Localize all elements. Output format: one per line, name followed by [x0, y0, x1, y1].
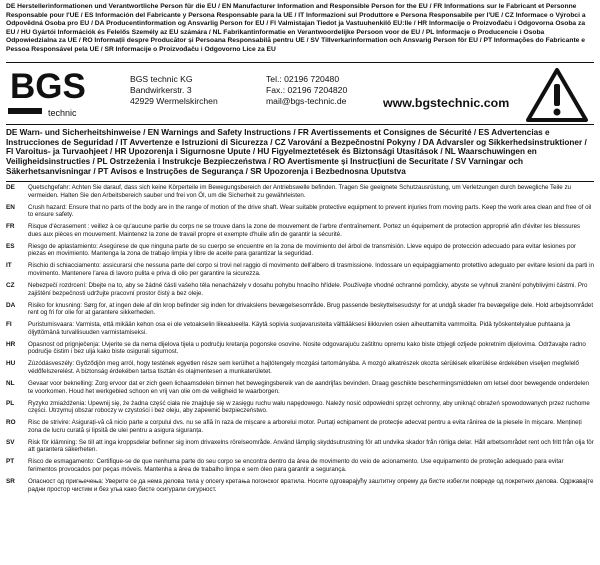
language-code: DE	[6, 184, 15, 191]
notice-sv	[6, 439, 594, 454]
notice-text: Risiko for knusning: Sørg for, at ingen dele af din krop befinder sig inden for drivakslens bevægelsesområde. Brug passende beskyttelsesudstyr for at undgå skader fra bevægelige dele. Hold arbejdsområdet rent og fri for olie for at garantere sikkerheden.	[28, 301, 594, 317]
notice-da	[6, 302, 594, 317]
language-code: DA	[6, 301, 16, 309]
divider	[6, 181, 594, 182]
language-code: FI	[6, 321, 12, 329]
company-name: BGS technic KG	[130, 74, 193, 84]
notice-text: Gevaar voor beknelling: Zorg ervoor dat er zich geen lichaamsdelen binnen het bewegingsbereik van de aandrijfas bevinden. Draag geschikte beschermingsmiddelen om letsel door bewegende onderdelen te voorkomen. Houd het werkgebied schoon en vrij van olie om de veiligheid te waarborgen.	[28, 379, 590, 395]
notice-cz	[6, 282, 594, 297]
notice-text: Zúzódásveszély: Győződjön meg arról, hogy testének egyetlen része sem kerülhet a hajtótengely mozgási tartományába. A mozgó alkatrészek okozta sérülések elkerülése érdekében viseljen megfelelő védőfelszerelést. A biztonság érdekében tartsa tisztán és olajmentesen a munkaterületet.	[28, 360, 579, 376]
company-city: 42929 Wermelskirchen	[130, 96, 218, 106]
divider	[6, 62, 594, 63]
divider	[6, 124, 594, 125]
notice-text: Ryzyko zmiażdżenia: Upewnij się, że żadna część ciała nie znajduje się w zasięgu ruchu wału napędowego. Należy nosić odpowiedni sprzęt ochronny, aby uniknąć obrażeń spowodowanych przez ruchome części. Utrzymuj obszar roboczy w czystości i bez oleju, aby zapewnić bezpieczeństwo.	[28, 399, 590, 415]
notice-en	[6, 204, 594, 219]
language-code: CZ	[6, 281, 15, 289]
notice-sr	[6, 478, 594, 493]
notice-text: Opasnost od prignječenja: Uvjerite se da nema dijelova tijela u području kretanja pogonske osovine. Nosite odgovarajuću zaštitnu opremu kako biste izbjegli ozljede pokretnim dijelovima. Održavajte radno područje čistim i bez ulja kako biste osigurali sigurnost.	[28, 340, 586, 356]
notice-text: Puristumisvaara: Varmista, että mikään kehon osa ei ole vetoakselin liikealueella. Käytä sopivia suojavarusteita välttääksesi liikkuvien osien aiheuttamilta vammoilta. Pidä työskentelyalue puhtaana ja öljyttömänä turvallisuuden varmistamiseksi.	[28, 321, 571, 336]
language-code: HU	[6, 360, 16, 368]
fax: Fax.: 02196 7204820	[266, 85, 348, 95]
notice-ro	[6, 419, 594, 434]
notice-text: Riesgo de aplastamiento: Asegúrese de que ninguna parte de su cuerpo se encuentre en la zona de movimiento del árbol de transmisión. Lleve equipo de protección adecuado para evitar lesiones por piezas en movimiento. Mantenga la zona de trabajo limpia y libre de aceite para garantizar la seguridad.	[28, 242, 576, 258]
notice-text: Nebezpečí rozdrcení: Dbejte na to, aby se žádné části vašeho těla nenacházely v dosahu pohybu hnacího hřídele. Používejte vhodné ochranné pomůcky, abyste se vyhnuli zranění pohyblivými částmi. Pro zajištění bezpečnosti udržujte pracovní prostor čistý a bez oleje.	[28, 281, 588, 297]
language-code: SV	[6, 438, 15, 446]
notice-text: Quetschgefahr: Achten Sie darauf, dass sich keine Körperteile im Bewegungsbereich der Antriebswelle befinden. Tragen Sie geeignete Schutzausrüstung, um Verletzungen durch bewegliche Teile zu vermeiden. Halten Sie den Arbeitsbereich sauber und frei von Öl, um die Sicherheit zu gewährleisten.	[28, 184, 571, 199]
company-street: Bandwirkerstr. 3	[130, 85, 192, 95]
notice-de	[6, 184, 594, 199]
language-code: ES	[6, 242, 15, 250]
warning-triangle-icon	[525, 66, 589, 124]
language-code: EN	[6, 203, 15, 211]
company-address	[130, 74, 218, 107]
notice-text: Risco de esmagamento: Certifique-se de que nenhuma parte do seu corpo se encontra dentro da área de movimento do veio de acionamento. Use equipamento de proteção adequado para evitar ferimentos provocados por peças móveis. Mantenha a área de trabalho limpa e sem óleo para garantir a segurança.	[28, 458, 564, 474]
notice-fr	[6, 223, 594, 238]
safety-notices	[6, 184, 594, 498]
website-link[interactable]: www.bgstechnic.com	[383, 96, 510, 110]
svg-text:technic: technic	[48, 108, 77, 118]
notice-text: Risque d'écrasement : veillez à ce qu'aucune partie du corps ne se trouve dans la zone de mouvement de l'arbre d'entraînement. Portez un équipement de protection approprié afin d'éviter les blessures dues aux pièces en mouvement. Maintenez la zone de travail propre et exempte d'huile afin de garantir la sécurité.	[28, 223, 581, 238]
email[interactable]: mail@bgs-technic.de	[266, 96, 347, 106]
language-code: IT	[6, 262, 12, 270]
notice-text: Risk för klämning: Se till att inga kroppsdelar befinner sig inom drivaxelns rörelseområde. Använd lämplig skyddsutrustning för att undvika skador från rörliga delar. Håll arbetsområdet rent och fritt från olja för att garantera säkerheten.	[28, 438, 594, 454]
language-code: PL	[6, 399, 15, 407]
notice-pt	[6, 458, 594, 473]
notice-hu	[6, 360, 594, 375]
notice-es	[6, 243, 594, 258]
notice-text: Risc de strivire: Asigurați-vă că nicio parte a corpului dvs. nu se află în raza de mișcare a arborelui motor. Purtați echipament de protecție adecvat pentru a evita rănirea de la piesele în mișcare. Mențineți zona de lucru curată și lipsită de ulei pentru a asigura siguranța.	[28, 419, 582, 434]
warnings-heading: DE Warn- und Sicherheitshinweise / EN Warnings and Safety Instructions / FR Avertissements et Consignes de Sécurité / ES Advertencias e Instrucciones de Seguridad / IT Avvertenze e Istruzioni di Sicurezza / CZ Varování a Bezpečnostní Pokyny / DA Advarsler og Sikkerhedsinstruktioner / FI Varoitus- ja Turvaohjeet / HR Upozorenja i Sigurnosne Upute / HU Figyelmeztetések és Biztonsági Utasítások / NL Waarschuwingen en Veiligheidsinstructies / PL Ostrzeżenia i Instrukcje Bezpieczeństwa / RO Avertismente și Instrucțiuni de Securitate / SV Varningar och Säkerhetsanvisningar / PT Avisos e Instruções de Segurança / SR Upozorenja i Bezbednosna Uputstva	[6, 128, 587, 176]
telephone: Tel.: 02196 720480	[266, 74, 340, 84]
notice-fi	[6, 321, 594, 336]
notice-hr	[6, 341, 594, 356]
notice-text: Опасност од пригњечења: Уверите се да нема делова тела у опсегу кретања погонског вратила. Носите одговарајућу заштитну опрему да бисте избегли повреде од покретних делова. Одржавајте радни простор чистим и без уља како бисте осигурали сигурност.	[28, 477, 594, 493]
language-code: PT	[6, 458, 15, 466]
notice-it	[6, 262, 594, 277]
bgs-technic-logo	[6, 64, 114, 120]
svg-text:BGS: BGS	[10, 67, 86, 106]
language-code: SR	[6, 477, 15, 485]
language-code: FR	[6, 223, 15, 231]
contact-info	[266, 74, 347, 107]
manufacturer-info-heading: DE Herstellerinformationen und Verantwortliche Person für die EU / EN Manufacturer Information and Responsible Person for the EU / FR Informations sur le Fabricant et Personne Responsable pour l'UE / ES Información del Fabricante y Persona Responsable para la UE / IT Informazioni sul Produttore e Persona Responsabile per l'UE / CZ Informace o Výrobci a Odpovědná Osoba pro EU / DA Producentinformation og Ansvarlig Person for EU / FI Valmistajan Tiedot ja Vastuuhenkilö EU:lle / HR Informacije o Proizvođaču i Odgovorna Osoba za EU / HU Gyártói Információk és Felelős Személy az EU számára / NL Fabrikantinformatie en Verantwoordelijke Persoon voor de EU / PL Informacje o Producencie i Osoba Odpowiedzialna za UE / RO Informații despre Producător și Persoana Responsabilă pentru UE / SV Tillverkarinformation och Ansvarig Person för EU / PT Informações do Fabricante e Pessoa Responsável pela UE / SR Informacije o Proizvođaču i Odgovorno Lice za EU	[6, 3, 586, 53]
notice-text: Crush hazard: Ensure that no parts of the body are in the range of motion of the drive shaft. Wear suitable protective equipment to prevent injuries from moving parts. Keep the work area clean and free of oil to ensure safety.	[28, 203, 592, 219]
language-code: RO	[6, 419, 16, 427]
language-code: NL	[6, 379, 15, 387]
language-code: HR	[6, 340, 16, 348]
notice-nl	[6, 380, 594, 395]
notice-pl	[6, 400, 594, 415]
notice-text: Rischio di schiacciamento: assicurarsi che nessuna parte del corpo si trovi nel raggio di movimento dell'albero di trasmissione. Indossare un equipaggiamento protettivo adeguato per evitare lesioni da parti in movimento. Mantenere l'area di lavoro pulita e priva di olio per garantire la sicurezza.	[28, 262, 594, 278]
